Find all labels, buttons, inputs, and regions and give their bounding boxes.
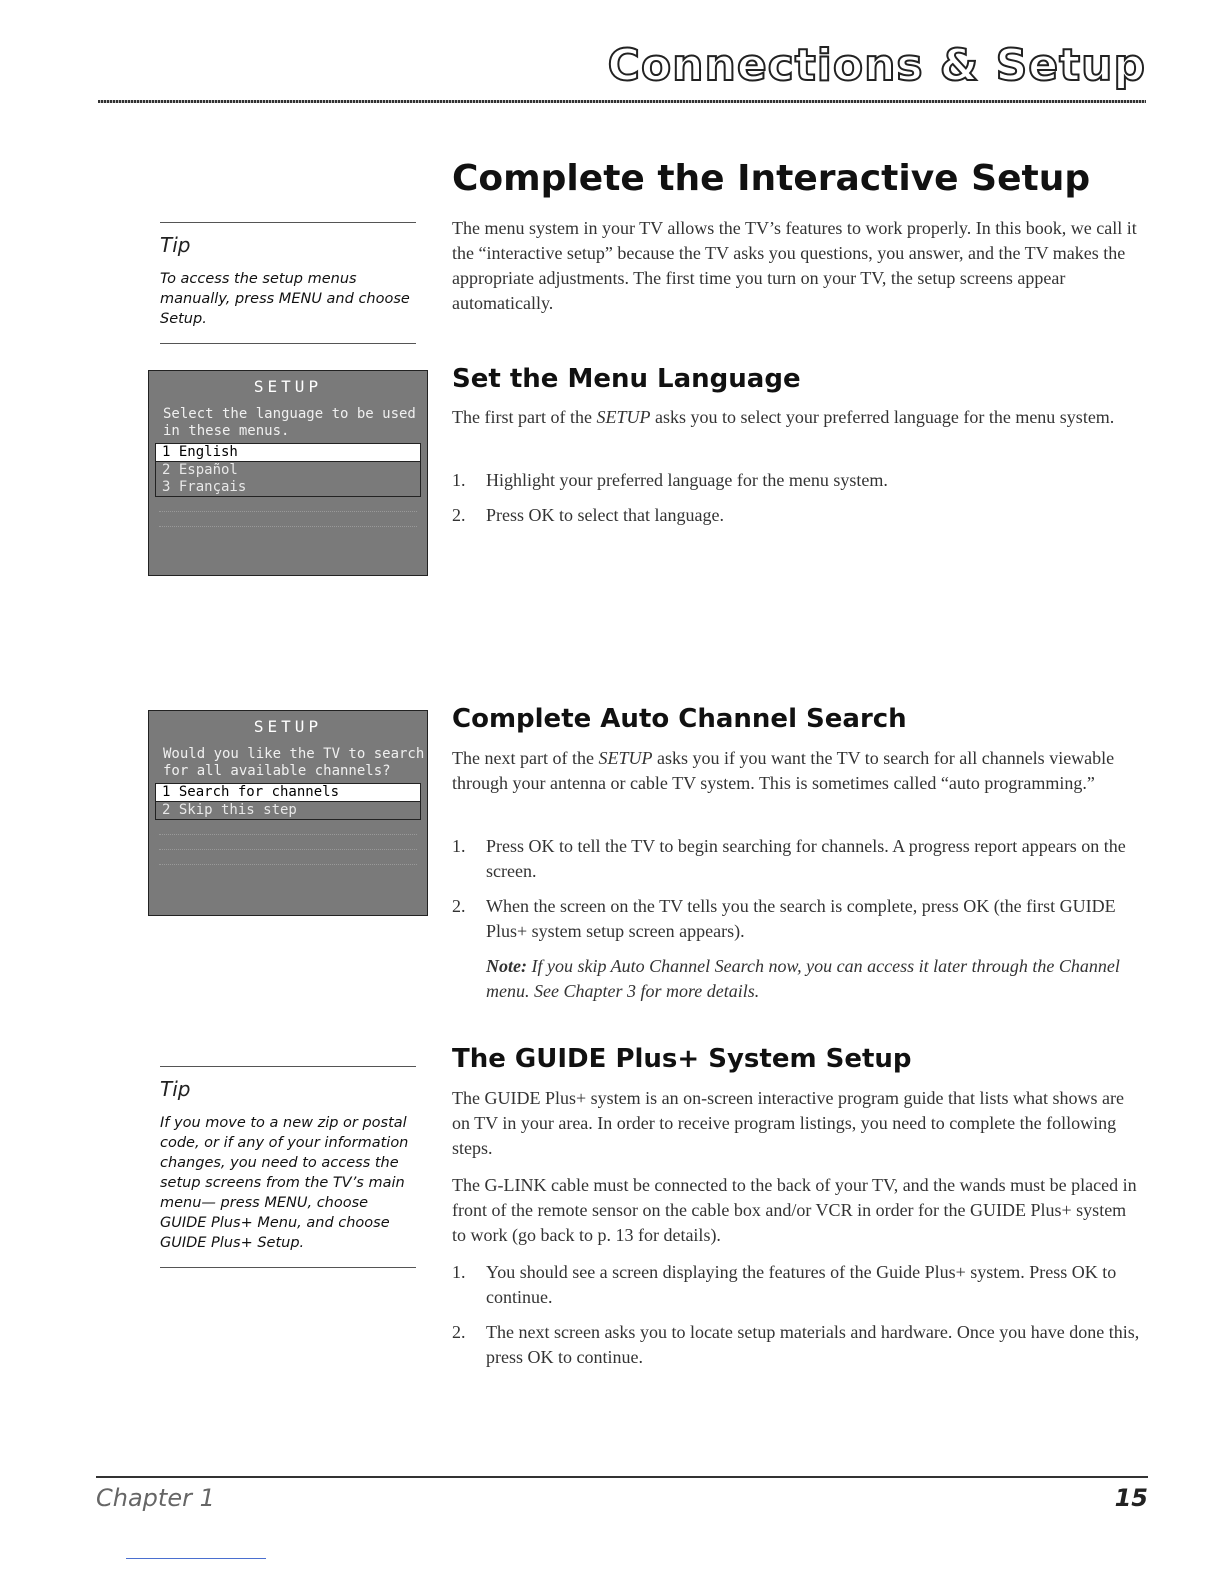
- header-rule: [98, 100, 1146, 103]
- intro-paragraph: The menu system in your TV allows the TV’s features to work properly. In this book, we call it the “interactive setup” because the TV asks you questions, you answer, and the TV makes the appropriate adjustments. The first time you turn on your TV, the setup screens appear automatically.: [452, 218, 1137, 313]
- tip-bottom-rule: [160, 343, 416, 344]
- tip-bottom-rule: [160, 1267, 416, 1268]
- tv-screen-divider: [159, 864, 417, 879]
- tip-title: Tip: [160, 1077, 191, 1101]
- step-text: Highlight your preferred language for the menu system.: [486, 470, 888, 490]
- step-number: 1.: [452, 836, 466, 856]
- section-heading-auto-search: Complete Auto Channel Search: [452, 704, 907, 734]
- tip-text: To access the setup menus manually, press MENU and choose Setup.: [160, 271, 410, 327]
- guide-plus-steps: [452, 1260, 1142, 1380]
- step-item: [452, 894, 1142, 944]
- tv-prompt-line: Select the language to be used: [163, 406, 416, 422]
- tv-option-skip-step: 2 Skip this step: [162, 802, 297, 818]
- step-item: [452, 503, 1142, 528]
- paragraph-text: asks you to select your preferred language for the menu system.: [650, 407, 1115, 427]
- step-number: 2.: [452, 505, 466, 525]
- tv-option-francais: 3 Français: [162, 479, 247, 495]
- setup-term: SETUP: [598, 748, 653, 768]
- section-heading-guide-plus: The GUIDE Plus+ System Setup: [452, 1044, 912, 1074]
- step-number: 1.: [452, 470, 466, 490]
- tv-screen-divider: [159, 511, 417, 526]
- section-heading-menu-language: Set the Menu Language: [452, 364, 801, 394]
- note-label: Note:: [486, 956, 527, 976]
- step-text: You should see a screen displaying the features of the Guide Plus+ system. Press OK to continue.: [486, 1262, 1117, 1307]
- auto-search-paragraph: [452, 746, 1142, 796]
- footer-underline-mark: [126, 1558, 266, 1559]
- paragraph-text: The next part of the: [452, 748, 599, 768]
- tip-box: [160, 222, 416, 344]
- step-text: Press OK to tell the TV to begin searching for channels. A progress report appears on the screen.: [486, 836, 1126, 881]
- menu-language-steps: [452, 468, 1142, 538]
- tv-screen-divider: [159, 834, 417, 849]
- tv-setup-screen-language: [148, 370, 428, 576]
- tv-screen-divider: [159, 526, 417, 541]
- tv-prompt-line: in these menus.: [163, 423, 290, 439]
- tv-setup-screen-channel-search: [148, 710, 428, 916]
- paragraph-text: asks you if you want the TV to search for all channels viewable through your antenna or cable TV system. This is sometimes called “auto programming.”: [452, 748, 1115, 793]
- page-title: Complete the Interactive Setup: [452, 158, 1091, 199]
- tv-screen-prompt: [163, 746, 427, 780]
- tv-screen-title: SETUP: [253, 377, 323, 396]
- step-item: [452, 468, 1142, 493]
- tv-screen-prompt: [163, 406, 427, 440]
- step-number: 2.: [452, 896, 466, 916]
- step-item: [452, 834, 1142, 884]
- step-text: The next screen asks you to locate setup materials and hardware. Once you have done this, press OK to continue.: [486, 1322, 1140, 1367]
- auto-search-note: [486, 954, 1126, 1004]
- footer-rule: [96, 1476, 1148, 1478]
- tv-screen-divider: [159, 849, 417, 864]
- tip-title: Tip: [160, 233, 191, 257]
- section-header-title: Connections & Setup: [607, 40, 1146, 91]
- tip-box: [160, 1066, 416, 1268]
- note-text: If you skip Auto Channel Search now, you can access it later through the Channel menu. See Chapter 3 for more details.: [486, 956, 1120, 1001]
- tv-option-list: [155, 783, 421, 820]
- tv-option-list: [155, 443, 421, 497]
- auto-search-steps: [452, 834, 1142, 954]
- footer-chapter-label: Chapter 1: [96, 1484, 215, 1512]
- tv-option-english: 1 English: [156, 444, 420, 462]
- tv-screen-title: SETUP: [253, 717, 323, 736]
- tip-top-rule: [160, 222, 416, 223]
- tv-option-search-channels: 1 Search for channels: [156, 784, 420, 802]
- guide-plus-paragraph-2: The G-LINK cable must be connected to the back of your TV, and the wands must be placed in front of the remote sensor on the cable box and/or VCR in order for the GUIDE Plus+ system to work (go back to p. 13 for details).: [452, 1175, 1137, 1245]
- tip-top-rule: [160, 1066, 416, 1067]
- guide-plus-paragraph-1: The GUIDE Plus+ system is an on-screen interactive program guide that lists what shows are on TV in your area. In order to receive program listings, you need to complete the following steps.: [452, 1088, 1124, 1158]
- tv-option-espanol: 2 Español: [162, 462, 238, 478]
- step-number: 1.: [452, 1262, 466, 1282]
- step-text: When the screen on the TV tells you the search is complete, press OK (the first GUIDE Plus+ system setup screen appears).: [486, 896, 1116, 941]
- footer-page-number: 15: [1114, 1484, 1148, 1512]
- tv-prompt-line: for all available channels?: [163, 763, 391, 779]
- paragraph-text: The first part of the: [452, 407, 597, 427]
- step-text: Press OK to select that language.: [486, 505, 724, 525]
- step-item: [452, 1320, 1142, 1370]
- step-number: 2.: [452, 1322, 466, 1342]
- setup-term: SETUP: [596, 407, 651, 427]
- menu-language-paragraph: [452, 405, 1142, 430]
- tv-prompt-line: Would you like the TV to search: [163, 746, 425, 762]
- tip-text: If you move to a new zip or postal code, or if any of your information changes, you need to access the setup screens from the TV’s main menu— press MENU, choose GUIDE Plus+ Menu, and choose GUIDE Plus+ Setup.: [160, 1115, 409, 1251]
- step-item: [452, 1260, 1142, 1310]
